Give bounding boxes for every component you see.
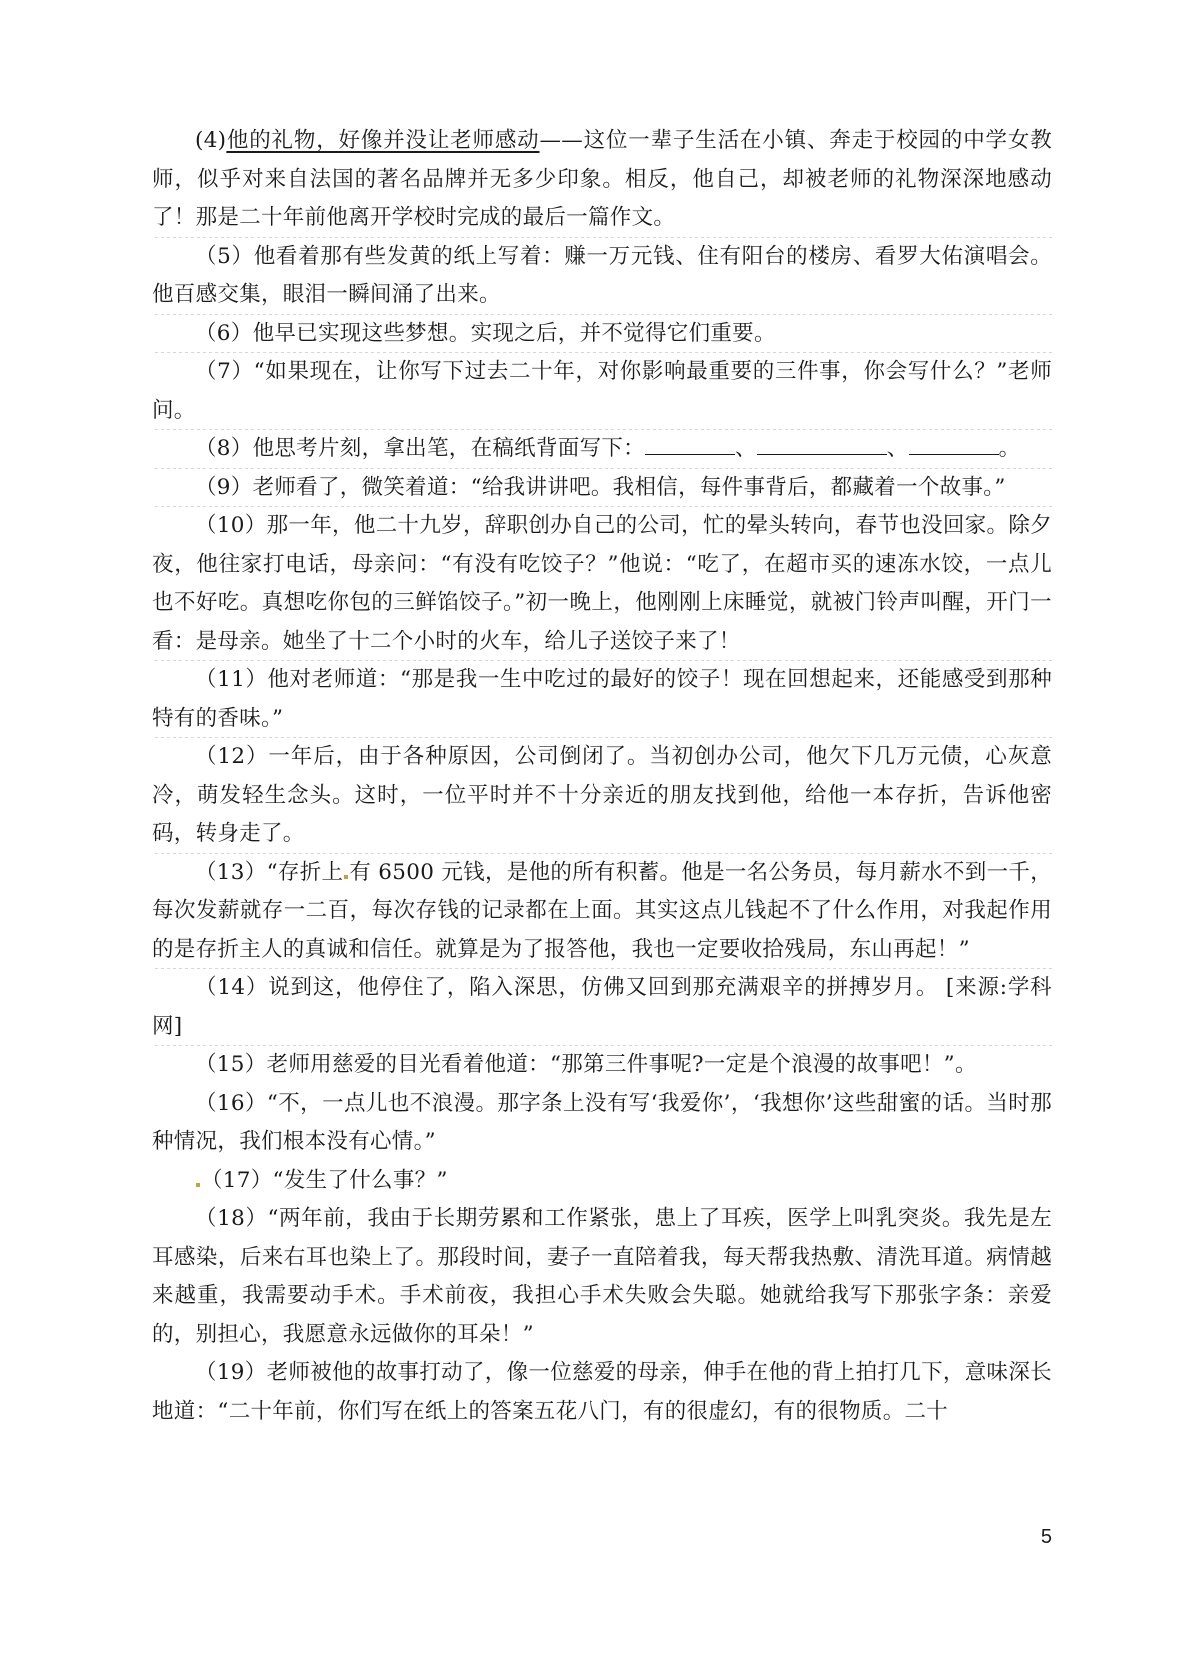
separator: 、 [734,436,757,461]
paragraph-7: （7）“如果现在，让你写下过去二十年，对你影响最重要的三件事，你会写什么？”老师问。 [152,353,1052,430]
paragraph-number: (4) [195,128,227,153]
paragraph-5: （5）他看着那有些发黄的纸上写着：赚一万元钱、住有阳台的楼房、看罗大佑演唱会。他百感交集，眼泪一瞬间涌了出来。 [152,238,1052,315]
paragraph-17 [152,1162,1052,1201]
paragraph-text: 有 6500 元钱，是他的所有积蓄。他是一名公务员，每月薪水不到一千，每次发薪就存一二百，每次存钱的记录都在上面。其实这点儿钱起不了什么作用，对我起作用的是存折主人的真诚和信任。就算是为了报答他，我也一定要收拾残局，东山再起！” [152,859,1053,962]
paragraph-9: （9）老师看了，微笑着道：“给我讲讲吧。我相信，每件事背后，都藏着一个故事。” [152,469,1052,508]
paragraph-19: （19）老师被他的故事打动了，像一位慈爱的母亲，伸手在他的背上拍打几下，意味深长地道：“二十年前，你们写在纸上的答案五花八门，有的很虚幻，有的很物质。二十 [152,1360,1052,1424]
paragraph-10: （10）那一年，他二十九岁，辞职创办自己的公司，忙的晕头转向，春节也没回家。除夕夜，他往家打电话，母亲问：“有没有吃饺子？”他说：“吃了，在超市买的速冻水饺，一点儿也不好吃。真想吃你包的三鲜馅饺子。”初一晚上，他刚刚上床睡觉，就被门铃声叫醒，开门一看：是母亲。她坐了十二个小时的火车，给儿子送饺子来了！ [152,507,1052,661]
paragraph-12: （12）一年后，由于各种原因，公司倒闭了。当初创办公司，他欠下几万元债，心灰意冷，萌发轻生念头。这时，一位平时并不十分亲近的朋友找到他，给他一本存折，告诉他密码，转身走了。 [152,738,1052,854]
document-body [152,122,1052,1431]
paragraph-11: （11）他对老师道：“那是我一生中吃过的最好的饺子！现在回想起来，还能感受到那种特有的香味。” [152,661,1052,738]
answer-blank-3 [909,432,999,455]
paragraph-text: （8）他思考片刻，拿出笔，在稿纸背面写下： [195,436,645,461]
paragraph-13 [152,854,1052,970]
paragraph-16: （16）“不，一点儿也不浪漫。那字条上没有写‘我爱你’，‘我想你’这些甜蜜的话。当时那种情况，我们根本没有心情。” [152,1090,1052,1154]
mark-dot-icon [196,1183,200,1187]
paragraph-text: （17）“发生了什么事？” [201,1167,448,1193]
paragraph-18: （18）“两年前，我由于长期劳累和工作紧张，患上了耳疾，医学上叫乳突炎。我先是左耳感染，后来右耳也染上了。那段时间，妻子一直陪着我，每天帮我热敷、清洗耳道。病情越来越重，我需要动手术。手术前夜，我担心手术失败会失聪。她就给我写下那张字条：亲爱的，别担心，我愿意永远做你的耳朵！” [152,1206,1052,1347]
mark-dot-icon [344,875,348,879]
paragraph-4 [152,122,1052,238]
page-number: 5 [1040,1526,1052,1548]
period: 。 [998,436,1021,461]
paragraph-15: （15）老师用慈爱的目光看着他道：“那第三件事呢?一定是个浪漫的故事吧！”。 [195,1052,977,1077]
answer-blank-2 [757,432,887,455]
paragraph-14: （14）说到这，他停住了，陷入深思，仿佛又回到那充满艰辛的拼搏岁月。 [来源:学科网] [152,969,1052,1046]
answer-blank-1 [645,432,735,455]
underlined-sentence: 他的礼物，好像并没让老师感动 [226,128,540,153]
paragraph-text: （13）“存折上 [195,859,344,885]
paragraph-8 [152,430,1052,469]
separator: 、 [886,436,909,461]
paragraph-text: ——这位一辈子生活在小镇、奔走于校园的中学女教师，似乎对来自法国的著名品牌并无多少印象。相反，他自己，却被老师的礼物深深地感动了！那是二十年前他离开学校时完成的最后一篇作文。 [152,128,1053,230]
paragraph-6: （6）他早已实现这些梦想。实现之后，并不觉得它们重要。 [152,315,1052,354]
